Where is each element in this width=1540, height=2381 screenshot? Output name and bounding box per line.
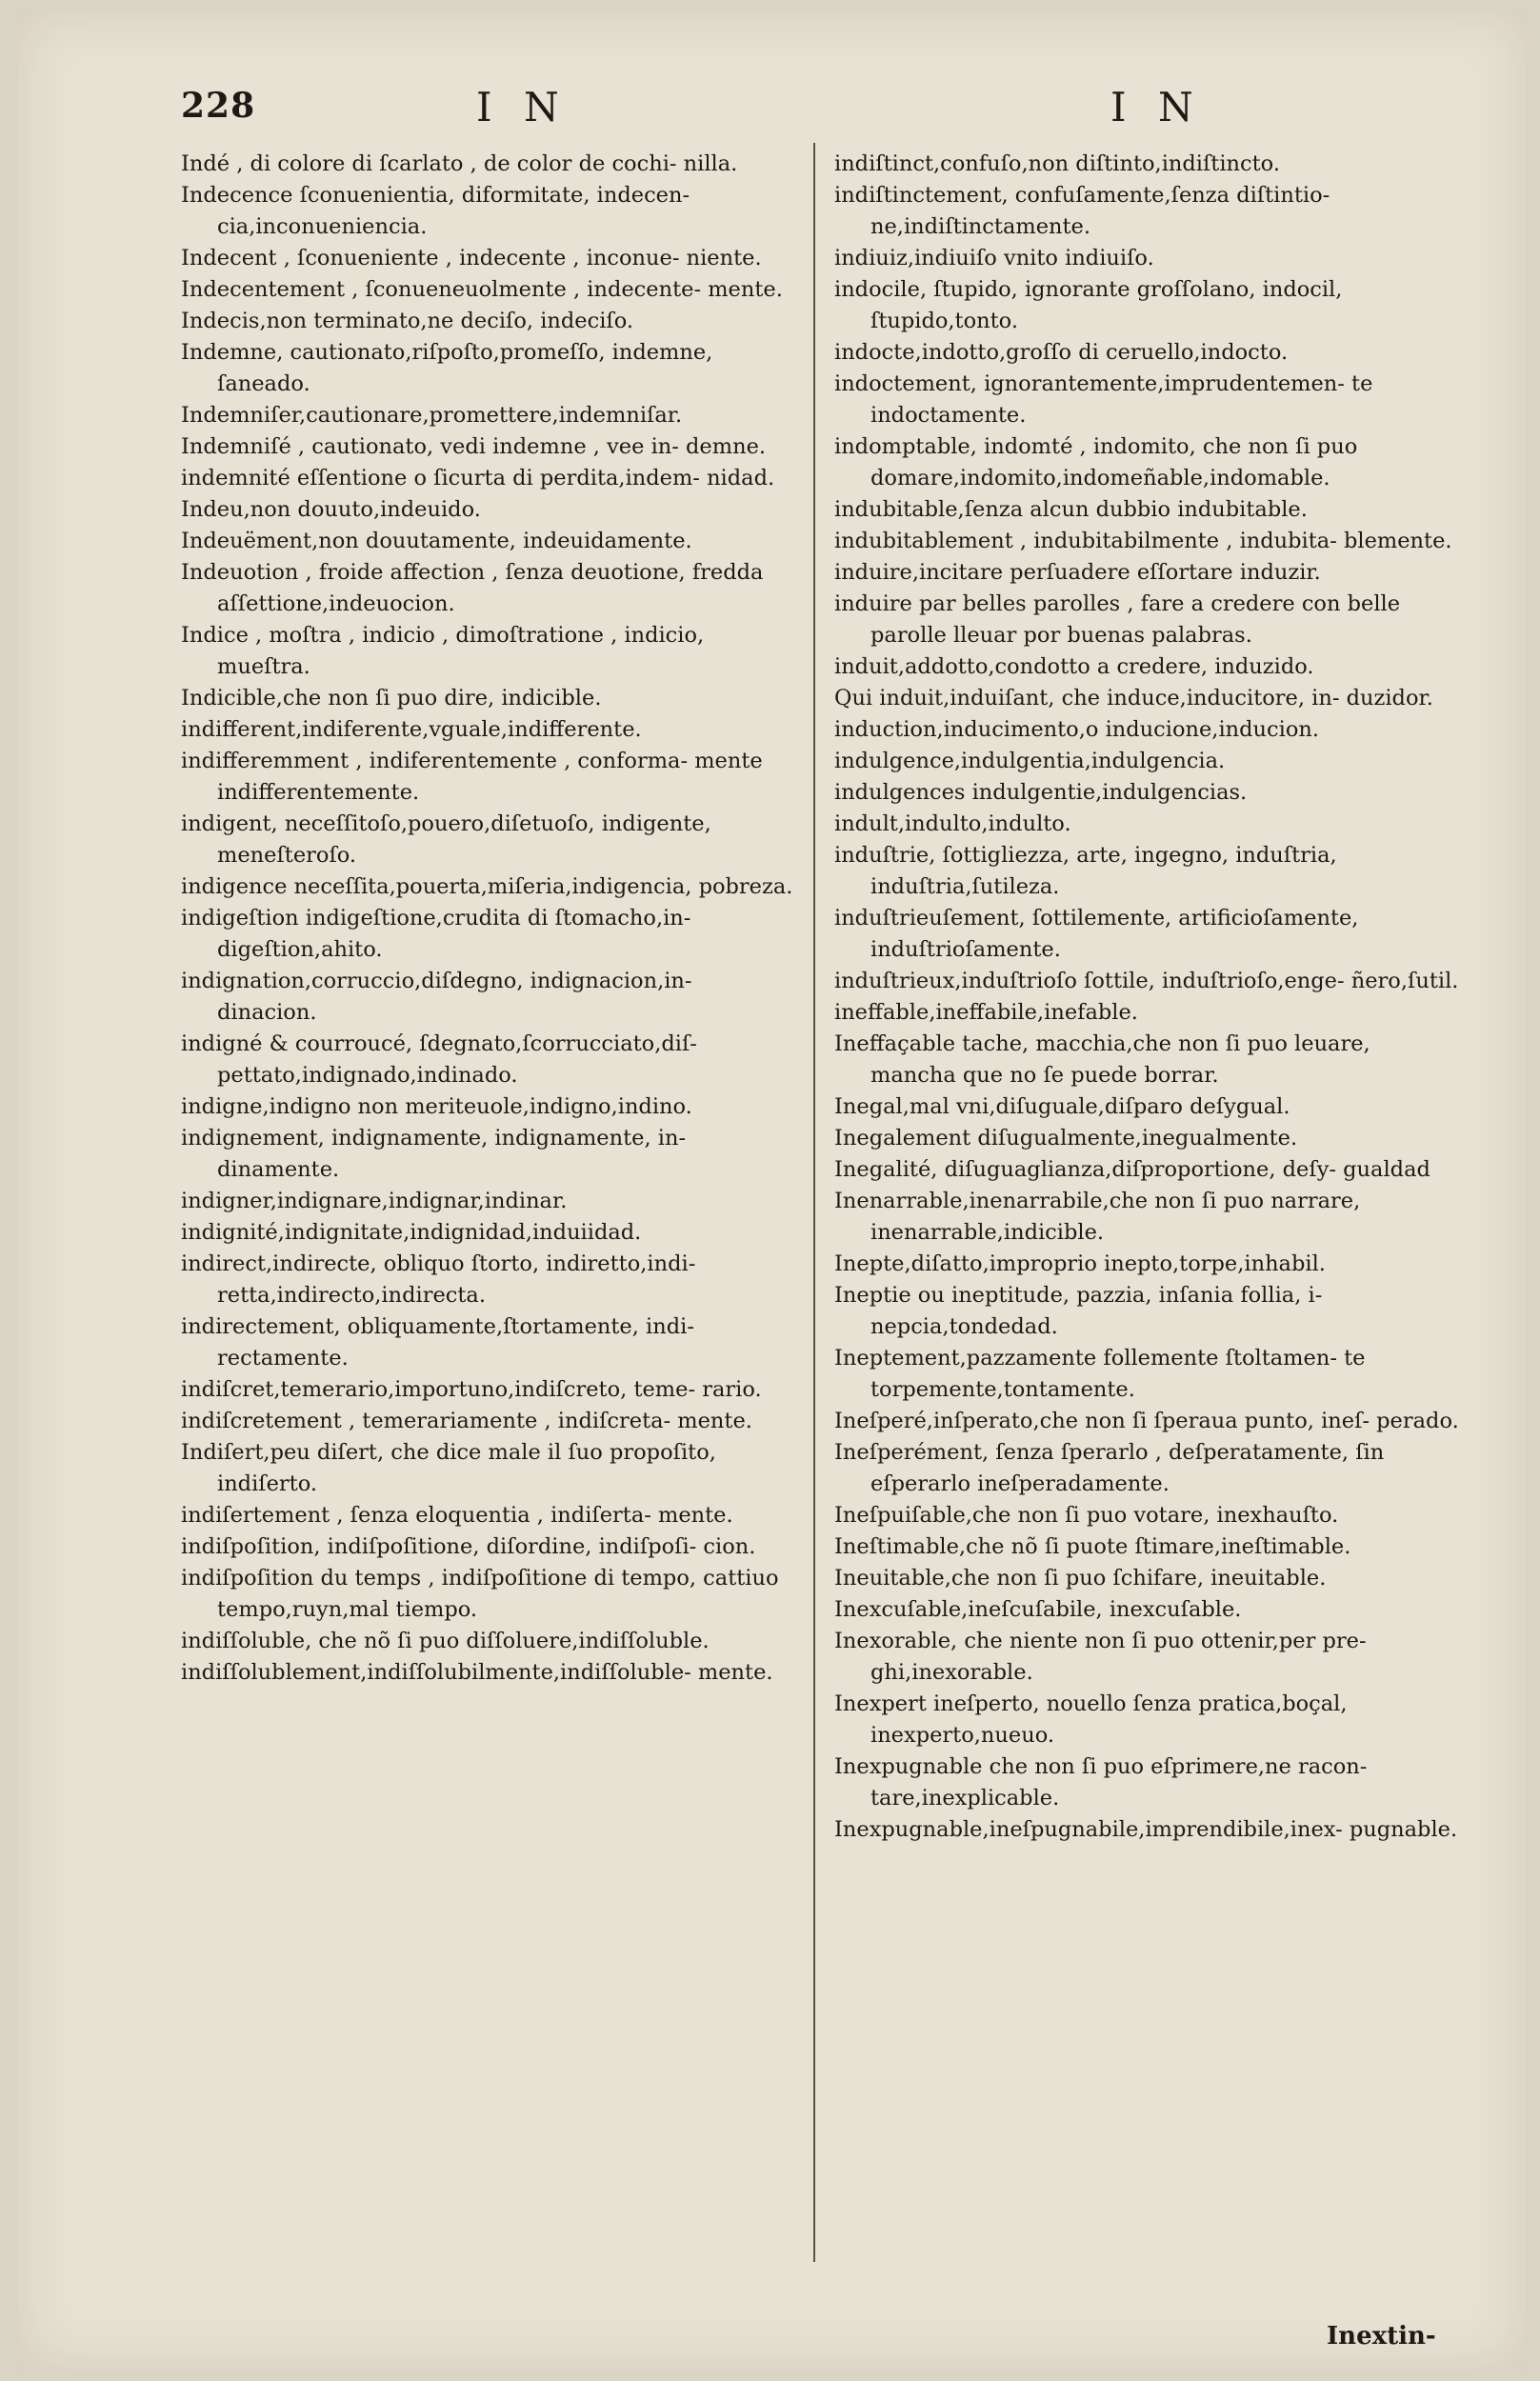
dictionary-entry: indignité,indignitate,indignidad,induiidad. — [181, 1220, 642, 1245]
dictionary-entry: indifferent,indiferente,vguale,indifferente. — [181, 717, 642, 742]
dictionary-entry: Indecis,non terminato,ne deciſo, indeciſo. — [181, 309, 634, 333]
dictionary-entry: indigence neceſſita,pouerta,miſeria,indigencia, pobreza. — [181, 874, 793, 899]
dictionary-entry: Inexpert ineſperto, nouello ſenza pratica,boçal, inexperto,nueuo. — [834, 1691, 1348, 1748]
dictionary-entry: indifferemment , indiferentemente , conforma- mente indifferentemente. — [181, 749, 763, 805]
dictionary-entry: induſtrie, ſottigliezza, arte, ingegno, induſtria, induſtria,ſutileza. — [834, 843, 1337, 899]
running-head-left: I N — [476, 84, 569, 130]
dictionary-entry: indigent, neceſſitoſo,pouero,diſetuoſo, indigente, meneſteroſo. — [181, 811, 711, 868]
dictionary-entry: Indecence ſconuenientia, diformitate, indecen- cia,inconueniencia. — [181, 183, 690, 239]
dictionary-entry: Ineſtimable,che nõ ſi puote ſtimare,ineſtimable. — [834, 1534, 1351, 1559]
left-column — [181, 149, 798, 1689]
dictionary-entry: Indice , moſtra , indicio , dimoſtratione , indicio, mueſtra. — [181, 623, 705, 679]
dictionary-entry: Inenarrable,inenarrabile,che non ſi puo narrare, inenarrable,indicible. — [834, 1189, 1361, 1245]
dictionary-entry: indiſſolublement,indiſſolubilmente,indiſſoluble- mente. — [181, 1660, 773, 1685]
dictionary-entry: Indemniſé , cautionato, vedi indemne , vee in- demne. — [181, 434, 767, 459]
dictionary-entry: indocte,indotto,groſſo di ceruello,indocto. — [834, 340, 1289, 365]
dictionary-entry: Inexorable, che niente non ſi puo ottenir,per pre- ghi,inexorable. — [834, 1629, 1367, 1685]
dictionary-entry: Ineſpuiſable,che non ſi puo votare, inexhauſto. — [834, 1503, 1339, 1528]
running-head-right: I N — [1110, 84, 1203, 130]
dictionary-entry: Indemne, cautionato,riſpoſto,promeſſo, indemne, ſaneado. — [181, 340, 713, 396]
dictionary-entry: indocile, ſtupido, ignorante groſſolano, indocil, ſtupido,tonto. — [834, 277, 1343, 333]
column-divider — [813, 143, 815, 2262]
dictionary-entry: induire,incitare perſuadere eſſortare induzir. — [834, 560, 1321, 585]
dictionary-entry: indemnité eſſentione o ſicurta di perdita,indem- nidad. — [181, 466, 775, 490]
dictionary-entry: indigner,indignare,indignar,indinar. — [181, 1189, 568, 1213]
dictionary-entry: indulgences indulgentie,indulgencias. — [834, 780, 1248, 805]
dictionary-entry: Inegalité, diſuguaglianza,diſproportione, deſy- gualdad — [834, 1157, 1430, 1182]
dictionary-entry: indirect,indirecte, obliquo ſtorto, indiretto,indi- retta,indirecto,indirecta. — [181, 1251, 696, 1308]
dictionary-entry: indiſſoluble, che nõ ſi puo diſſoluere,indiſſoluble. — [181, 1629, 710, 1653]
dictionary-entry: Inexpugnable che non ſi puo eſprimere,ne racon- tare,inexplicable. — [834, 1754, 1368, 1811]
dictionary-entry: induire par belles parolles , fare a credere con belle parolle lleuar por buenas palabras. — [834, 591, 1401, 648]
dictionary-entry: indubitablement , indubitabilmente , indubita- blemente. — [834, 529, 1452, 553]
dictionary-entry: Inexcuſable,ineſcuſabile, inexcuſable. — [834, 1597, 1242, 1622]
dictionary-entry: Inegal,mal vni,diſuguale,diſparo deſygual. — [834, 1094, 1290, 1119]
dictionary-entry: Indé , di colore di ſcarlato , de color de cochi- nilla. — [181, 151, 738, 176]
dictionary-entry: Ineptement,pazzamente follemente ſtoltamen- te torpemente,tontamente. — [834, 1346, 1366, 1402]
page-number: 228 — [181, 86, 256, 126]
dictionary-entry: Indeuëment,non douutamente, indeuidamente. — [181, 529, 692, 553]
dictionary-entry: Inexpugnable,ineſpugnabile,imprendibile,inex- pugnable. — [834, 1817, 1458, 1842]
dictionary-entry: induſtrieuſement, ſottilemente, artificioſamente, induſtrioſamente. — [834, 906, 1359, 962]
dictionary-entry: Qui induit,induiſant, che induce,inducitore, in- duzidor. — [834, 686, 1433, 710]
dictionary-entry: Indemniſer,cautionare,promettere,indemniſar. — [181, 403, 683, 428]
dictionary-entry: indiſcretement , temerariamente , indiſcreta- mente. — [181, 1409, 752, 1433]
dictionary-entry: indulgence,indulgentia,indulgencia. — [834, 749, 1226, 773]
dictionary-entry: Indeu,non douuto,indeuido. — [181, 497, 481, 522]
dictionary-entry: induit,addotto,condotto a credere, induzido. — [834, 654, 1314, 679]
dictionary-entry: indubitable,ſenza alcun dubbio indubitable. — [834, 497, 1308, 522]
dictionary-entry: Indecent , ſconueniente , indecente , inconue- niente. — [181, 246, 762, 270]
dictionary-entry: indigeſtion indigeſtione,crudita di ſtomacho,in- digeſtion,ahito. — [181, 906, 691, 962]
dictionary-entry: indignation,corruccio,diſdegno, indignacion,in- dinacion. — [181, 969, 692, 1025]
dictionary-entry: Ineſperé,inſperato,che non ſi ſperaua punto, ineſ- perado. — [834, 1409, 1459, 1433]
dictionary-entry: indirectement, obliquamente,ſtortamente, indi- rectamente. — [181, 1314, 694, 1371]
dictionary-entry: indult,indulto,indulto. — [834, 811, 1071, 836]
right-column — [834, 149, 1459, 1846]
dictionary-entry: Inepte,diſatto,improprio inepto,torpe,inhabil. — [834, 1251, 1326, 1276]
dictionary-entry: indiſtinctement, confuſamente,ſenza diſtintio- ne,indiſtinctamente. — [834, 183, 1330, 239]
dictionary-entry: Ineffaçable tache, macchia,che non ſi puo leuare, mancha que no ſe puede borrar. — [834, 1031, 1370, 1088]
dictionary-entry: Indicible,che non ſi puo dire, indicible. — [181, 686, 602, 710]
dictionary-entry: indignement, indignamente, indignamente, in- dinamente. — [181, 1126, 687, 1182]
dictionary-entry: indoctement, ignorantemente,imprudentemen- te indoctamente. — [834, 371, 1373, 428]
dictionary-entry: indiuiz,indiuiſo vnito indiuiſo. — [834, 246, 1154, 270]
catchword: Inextin- — [1327, 2322, 1436, 2351]
dictionary-entry: Ineſperément, ſenza ſperarlo , deſperatamente, ſin eſperarlo ineſperadamente. — [834, 1440, 1385, 1496]
dictionary-entry: indiſcret,temerario,importuno,indiſcreto, teme- rario. — [181, 1377, 762, 1402]
dictionary-entry: indiſpoſition du temps , indiſpoſitione di tempo, cattiuo tempo,ruyn,mal tiempo. — [181, 1566, 779, 1622]
dictionary-entry: indiſpoſition, indiſpoſitione, diſordine, indiſpoſi- cion. — [181, 1534, 756, 1559]
dictionary-entry: indigné & courroucé, ſdegnato,ſcorrucciato,diſ- pettato,indignado,indinado. — [181, 1031, 697, 1088]
dictionary-entry: Indiſert,peu diſert, che dice male il ſuo propoſito, indiſerto. — [181, 1440, 716, 1496]
book-page — [17, 10, 1527, 2370]
dictionary-entry: indiſertement , ſenza eloquentia , indiſerta- mente. — [181, 1503, 733, 1528]
dictionary-entry: induſtrieux,induſtrioſo ſottile, induſtrioſo,enge- ñero,ſutil. — [834, 969, 1459, 993]
dictionary-entry: Inegalement diſugualmente,inegualmente. — [834, 1126, 1298, 1150]
dictionary-entry: Indecentement , ſconueneuolmente , indecente- mente. — [181, 277, 783, 302]
dictionary-entry: Ineptie ou ineptitude, pazzia, inſania follia, i- nepcia,tondedad. — [834, 1283, 1323, 1339]
dictionary-entry: ineffable,ineffabile,inefable. — [834, 1000, 1138, 1025]
dictionary-entry: indigne,indigno non meriteuole,indigno,indino. — [181, 1094, 692, 1119]
dictionary-entry: induction,inducimento,o inducione,inducion. — [834, 717, 1320, 742]
dictionary-entry: indiſtinct,confuſo,non diſtinto,indiſtincto. — [834, 151, 1280, 176]
dictionary-entry: Indeuotion , froide affection , ſenza deuotione, fredda aſſettione,indeuocion. — [181, 560, 764, 616]
dictionary-entry: indomptable, indomté , indomito, che non ſi puo domare,indomito,indomeñable,indomable. — [834, 434, 1358, 490]
dictionary-entry: Ineuitable,che non ſi puo ſchifare, ineuitable. — [834, 1566, 1327, 1591]
